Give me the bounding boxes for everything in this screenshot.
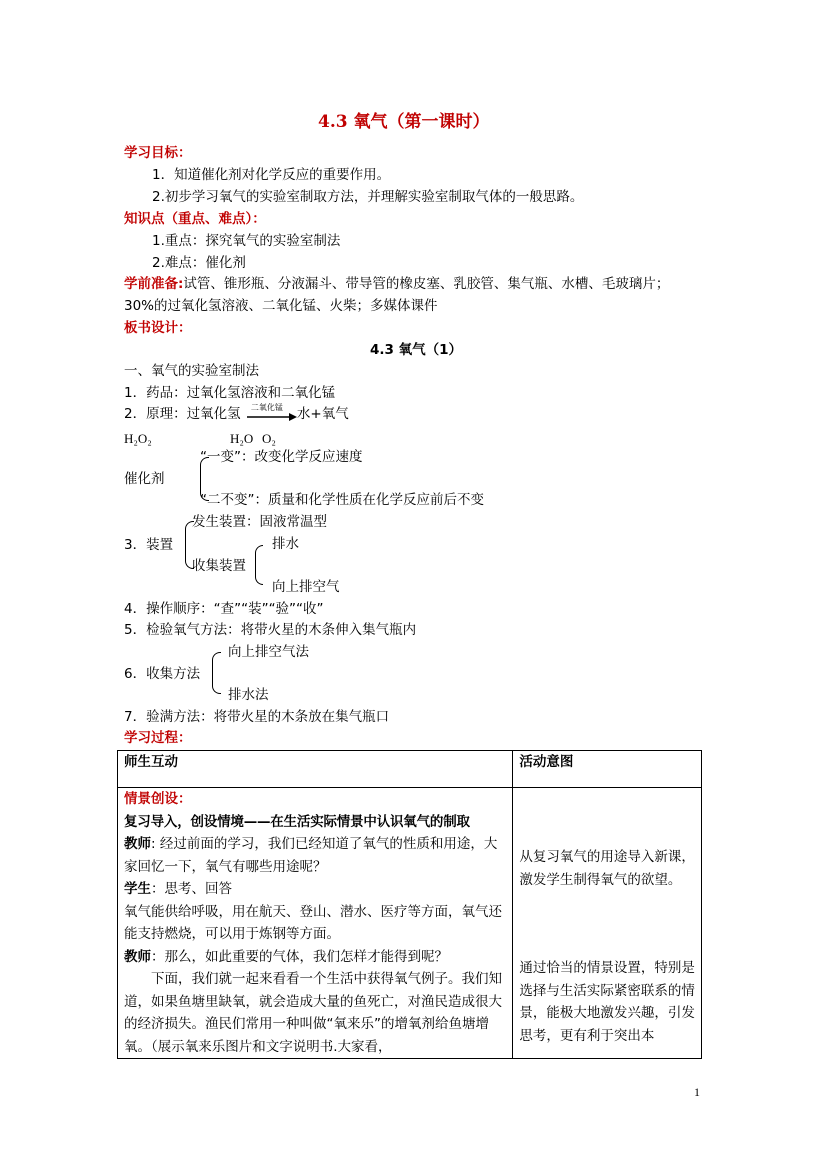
collector-device: 收集装置 <box>192 558 246 574</box>
board-item-5: 5．检验氧气方法：将带火星的木条伸入集气瓶内 <box>124 622 417 638</box>
column-header-intent: 活动意图 <box>513 751 702 788</box>
formula-h2o: H₂O <box>230 431 254 446</box>
review-line: 复习导入，创设情境——在生活实际情景中认识氧气的制取 <box>124 813 470 830</box>
process-table <box>117 750 702 1059</box>
teacher-paragraph <box>124 833 506 878</box>
generator-device: 发生装置：固液常温型 <box>192 514 327 530</box>
student-text: ：思考、回答 <box>151 881 232 897</box>
story-paragraph: 下面，我们就一起来看看一个生活中获得氧气例子。我们知道，如果鱼塘里缺氧，就会造成大量的鱼死亡，对渔民造成很大的经济损失。渔民们常用一种叫做“氧来乐”的增氧剂给鱼塘增氧。（展示氧来乐图片和文字说明书.大家看， <box>124 971 502 1055</box>
reaction-products: 水+氧气 <box>296 406 349 422</box>
uses-paragraph: 氧气能供给呼吸，用在航天、登山、潜水、医疗等方面，氧气还能支持燃烧，可以用于炼钢等方面。 <box>124 903 502 942</box>
formula-h2o2: H₂O₂ <box>124 431 152 446</box>
catalyst-point-1: “一变”：改变化学反应速度 <box>200 449 363 465</box>
objective-item: 2.初步学习氧气的实验室制取方法，并理解实验室制取气体的一般思路。 <box>152 189 584 205</box>
interaction-cell <box>118 788 513 1059</box>
page-number: 1 <box>694 1085 700 1099</box>
reaction-catalyst: 二氧化锰 <box>250 403 283 412</box>
teacher-question-text: ：那么，如此重要的气体，我们怎样才能得到呢？ <box>151 948 448 965</box>
table-header-row <box>118 751 702 788</box>
intent-cell <box>513 788 702 1059</box>
preparation-heading: 学前准备: <box>124 276 184 292</box>
teacher-text: : 经过前面的学习，我们已经知道了氧气的性质和用途，大家回忆一下，氧气有哪些用途呢？ <box>124 836 498 875</box>
board-section: 一、氧气的实验室制法 <box>124 363 259 379</box>
collection-method-brace <box>212 652 221 694</box>
reaction-arrow <box>245 403 297 421</box>
collection-method-2: 排水法 <box>228 687 269 703</box>
key-points-heading: 知识点（重点、难点）： <box>124 211 266 227</box>
reaction-reactant: 2．原理：过氧化氢 <box>124 406 241 422</box>
key-point-item: 2.难点：催化剂 <box>152 255 246 271</box>
formula-o2: O₂ <box>262 431 276 446</box>
catalyst-point-2: “二不变”：质量和化学性质在化学反应前后不变 <box>200 492 484 508</box>
process-heading: 学习过程： <box>124 730 192 746</box>
board-item-7: 7．验满方法：将带火星的木条放在集气瓶口 <box>124 709 390 725</box>
intent-text-1: 从复习氧气的用途导入新课，激发学生制得氧气的欲望。 <box>519 849 695 888</box>
board-heading: 板书设计： <box>124 320 192 336</box>
collector-option-1: 排水 <box>272 536 299 552</box>
board-subtitle: 4.3 氧气（1） <box>370 342 463 358</box>
table-row <box>118 788 702 1059</box>
teacher-label: 教师 <box>124 836 151 852</box>
objective-item: 1．知道催化剂对化学反应的重要作用。 <box>152 167 391 183</box>
preparation-line-2: 30%的过氧化氢溶液、二氧化锰、火柴；多媒体课件 <box>124 298 438 314</box>
student-label: 学生 <box>124 881 151 897</box>
teacher-question <box>124 946 506 969</box>
board-item-1: 1．药品：过氧化氢溶液和二氧化锰 <box>124 385 336 401</box>
board-item-2 <box>124 403 349 422</box>
apparatus-label: 3．装置 <box>124 537 174 553</box>
collection-method-1: 向上排空气法 <box>228 644 309 660</box>
collector-option-2: 向上排空气 <box>272 579 340 595</box>
collector-brace <box>255 545 263 585</box>
board-item-4: 4．操作顺序：“查”“装”“验”“收” <box>124 601 324 617</box>
collection-method-label: 6．收集方法 <box>124 666 201 682</box>
column-header-interaction: 师生互动 <box>118 751 513 788</box>
preparation-materials: 试管、锥形瓶、分液漏斗、带导管的橡皮塞、乳胶管、集气瓶、水槽、毛玻璃片； <box>183 276 670 292</box>
intent-text-2: 通过恰当的情景设置，特别是选择与生活实际紧密联系的情景，能极大地激发兴趣，引发思考，更有利于突出本 <box>519 960 695 1044</box>
key-point-item: 1.重点：探究氧气的实验室制法 <box>152 233 341 249</box>
arrow-icon <box>245 411 297 425</box>
teacher-label-2: 教师 <box>124 948 151 965</box>
preparation-line <box>124 276 669 292</box>
scene-heading: 情景创设： <box>124 791 192 807</box>
catalyst-label: 催化剂 <box>124 471 165 487</box>
page-title: 4.3 氧气（第一课时） <box>318 112 490 132</box>
student-paragraph <box>124 878 506 901</box>
objectives-heading: 学习目标： <box>124 145 192 161</box>
